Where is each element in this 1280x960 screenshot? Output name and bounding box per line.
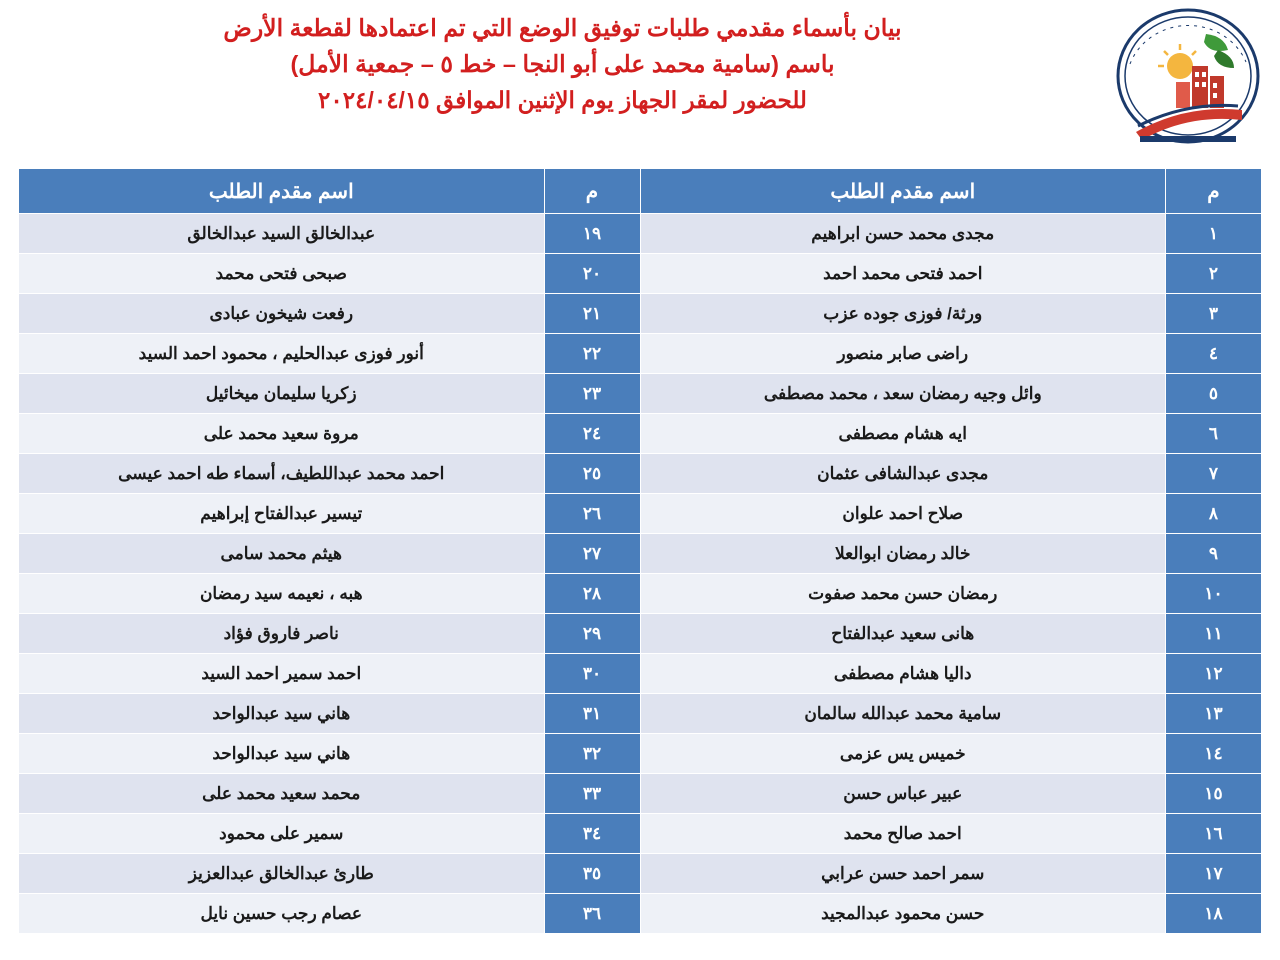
table-row — [19, 294, 1262, 334]
table-row — [19, 614, 1262, 654]
row-number-left: ٢٢ — [544, 334, 640, 374]
row-number-right: ١٢ — [1166, 654, 1262, 694]
row-number-left: ٢٥ — [544, 454, 640, 494]
row-number-left: ٢٣ — [544, 374, 640, 414]
row-number-right: ٩ — [1166, 534, 1262, 574]
document-header — [0, 0, 1280, 160]
table-body — [19, 214, 1262, 934]
row-name-left: ناصر فاروق فؤاد — [19, 614, 545, 654]
column-header-number-right: م — [1166, 169, 1262, 214]
row-name-right: عبير عباس حسن — [640, 774, 1166, 814]
table-row — [19, 334, 1262, 374]
row-name-left: مروة سعيد محمد على — [19, 414, 545, 454]
row-number-right: ٨ — [1166, 494, 1262, 534]
title-line-1: بيان بأسماء مقدمي طلبات توفيق الوضع التي تم اعتمادها لقطعة الأرض — [223, 15, 902, 41]
row-name-left: هيثم محمد سامى — [19, 534, 545, 574]
table-row — [19, 574, 1262, 614]
row-name-left: طارئ عبدالخالق عبدالعزيز — [19, 854, 545, 894]
row-number-left: ٣٦ — [544, 894, 640, 934]
row-name-left: هبه ، نعيمه سيد رمضان — [19, 574, 545, 614]
row-number-left: ٣٣ — [544, 774, 640, 814]
table-row — [19, 374, 1262, 414]
row-name-right: سامية محمد عبدالله سالمان — [640, 694, 1166, 734]
table-row — [19, 734, 1262, 774]
row-number-right: ٢ — [1166, 254, 1262, 294]
row-number-right: ١٨ — [1166, 894, 1262, 934]
column-header-name-right: اسم مقدم الطلب — [640, 169, 1166, 214]
row-number-right: ١٥ — [1166, 774, 1262, 814]
row-name-left: عصام رجب حسين نايل — [19, 894, 545, 934]
row-number-right: ٥ — [1166, 374, 1262, 414]
row-name-left: محمد سعيد محمد على — [19, 774, 545, 814]
row-name-right: سمر احمد حسن عرابي — [640, 854, 1166, 894]
table-row — [19, 854, 1262, 894]
table-row — [19, 534, 1262, 574]
table-row — [19, 414, 1262, 454]
row-number-right: ٧ — [1166, 454, 1262, 494]
table-row — [19, 774, 1262, 814]
row-number-left: ٣١ — [544, 694, 640, 734]
row-number-right: ١٤ — [1166, 734, 1262, 774]
row-number-right: ١١ — [1166, 614, 1262, 654]
table-row — [19, 254, 1262, 294]
row-name-right: مجدى عبدالشافى عثمان — [640, 454, 1166, 494]
row-name-right: صلاح احمد علوان — [640, 494, 1166, 534]
row-number-left: ١٩ — [544, 214, 640, 254]
row-name-right: حسن محمود عبدالمجيد — [640, 894, 1166, 934]
row-name-right: راضى صابر منصور — [640, 334, 1166, 374]
table-row — [19, 694, 1262, 734]
row-name-right: ورثة/ فوزى جوده عزب — [640, 294, 1166, 334]
table-row — [19, 494, 1262, 534]
row-name-left: احمد محمد عبداللطيف، أسماء طه احمد عيسى — [19, 454, 545, 494]
table-row — [19, 814, 1262, 854]
row-name-left: سمير على محمود — [19, 814, 545, 854]
row-number-left: ٢٤ — [544, 414, 640, 454]
table-row — [19, 454, 1262, 494]
row-name-right: احمد فتحى محمد احمد — [640, 254, 1166, 294]
row-number-left: ٢١ — [544, 294, 640, 334]
row-name-right: هانى سعيد عبدالفتاح — [640, 614, 1166, 654]
table-row — [19, 654, 1262, 694]
row-number-right: ١٦ — [1166, 814, 1262, 854]
row-number-left: ٢٦ — [544, 494, 640, 534]
row-number-left: ٢٧ — [544, 534, 640, 574]
row-name-left: احمد سمير احمد السيد — [19, 654, 545, 694]
row-name-left: أنور فوزى عبدالحليم ، محمود احمد السيد — [19, 334, 545, 374]
row-number-left: ٢٠ — [544, 254, 640, 294]
row-number-left: ٣٤ — [544, 814, 640, 854]
column-header-name-left: اسم مقدم الطلب — [19, 169, 545, 214]
row-name-left: هاني سيد عبدالواحد — [19, 694, 545, 734]
applicants-table-wrapper — [18, 168, 1262, 954]
row-number-left: ٢٩ — [544, 614, 640, 654]
row-name-left: تيسير عبدالفتاح إبراهيم — [19, 494, 545, 534]
row-name-left: رفعت شيخون عبادى — [19, 294, 545, 334]
title-line-3: للحضور لمقر الجهاز يوم الإثنين الموافق ٢٠٢٤/٠٤/١٥ — [318, 87, 807, 113]
row-name-left: هاني سيد عبدالواحد — [19, 734, 545, 774]
column-header-number-left: م — [544, 169, 640, 214]
table-row — [19, 214, 1262, 254]
table-header-row — [19, 169, 1262, 214]
row-number-left: ٣٢ — [544, 734, 640, 774]
row-number-left: ٢٨ — [544, 574, 640, 614]
row-name-right: رمضان حسن محمد صفوت — [640, 574, 1166, 614]
row-number-right: ٣ — [1166, 294, 1262, 334]
city-logo — [1114, 4, 1262, 152]
row-number-right: ١٧ — [1166, 854, 1262, 894]
row-number-left: ٣٥ — [544, 854, 640, 894]
table-row — [19, 894, 1262, 934]
row-name-right: مجدى محمد حسن ابراهيم — [640, 214, 1166, 254]
row-number-right: ١٣ — [1166, 694, 1262, 734]
row-number-right: ٦ — [1166, 414, 1262, 454]
row-number-right: ١٠ — [1166, 574, 1262, 614]
row-number-left: ٣٠ — [544, 654, 640, 694]
title-line-2: باسم (سامية محمد على أبو النجا – خط ٥ – جمعية الأمل) — [290, 51, 835, 77]
applicants-table — [18, 168, 1262, 934]
row-name-right: احمد صالح محمد — [640, 814, 1166, 854]
row-number-right: ١ — [1166, 214, 1262, 254]
document-title — [20, 10, 1105, 118]
row-name-right: خميس يس عزمى — [640, 734, 1166, 774]
row-name-left: صبحى فتحى محمد — [19, 254, 545, 294]
row-name-right: خالد رمضان ابوالعلا — [640, 534, 1166, 574]
row-name-right: ايه هشام مصطفى — [640, 414, 1166, 454]
row-name-left: زكريا سليمان ميخائيل — [19, 374, 545, 414]
row-number-right: ٤ — [1166, 334, 1262, 374]
row-name-left: عبدالخالق السيد عبدالخالق — [19, 214, 545, 254]
row-name-right: وائل وجيه رمضان سعد ، محمد مصطفى — [640, 374, 1166, 414]
row-name-right: داليا هشام مصطفى — [640, 654, 1166, 694]
